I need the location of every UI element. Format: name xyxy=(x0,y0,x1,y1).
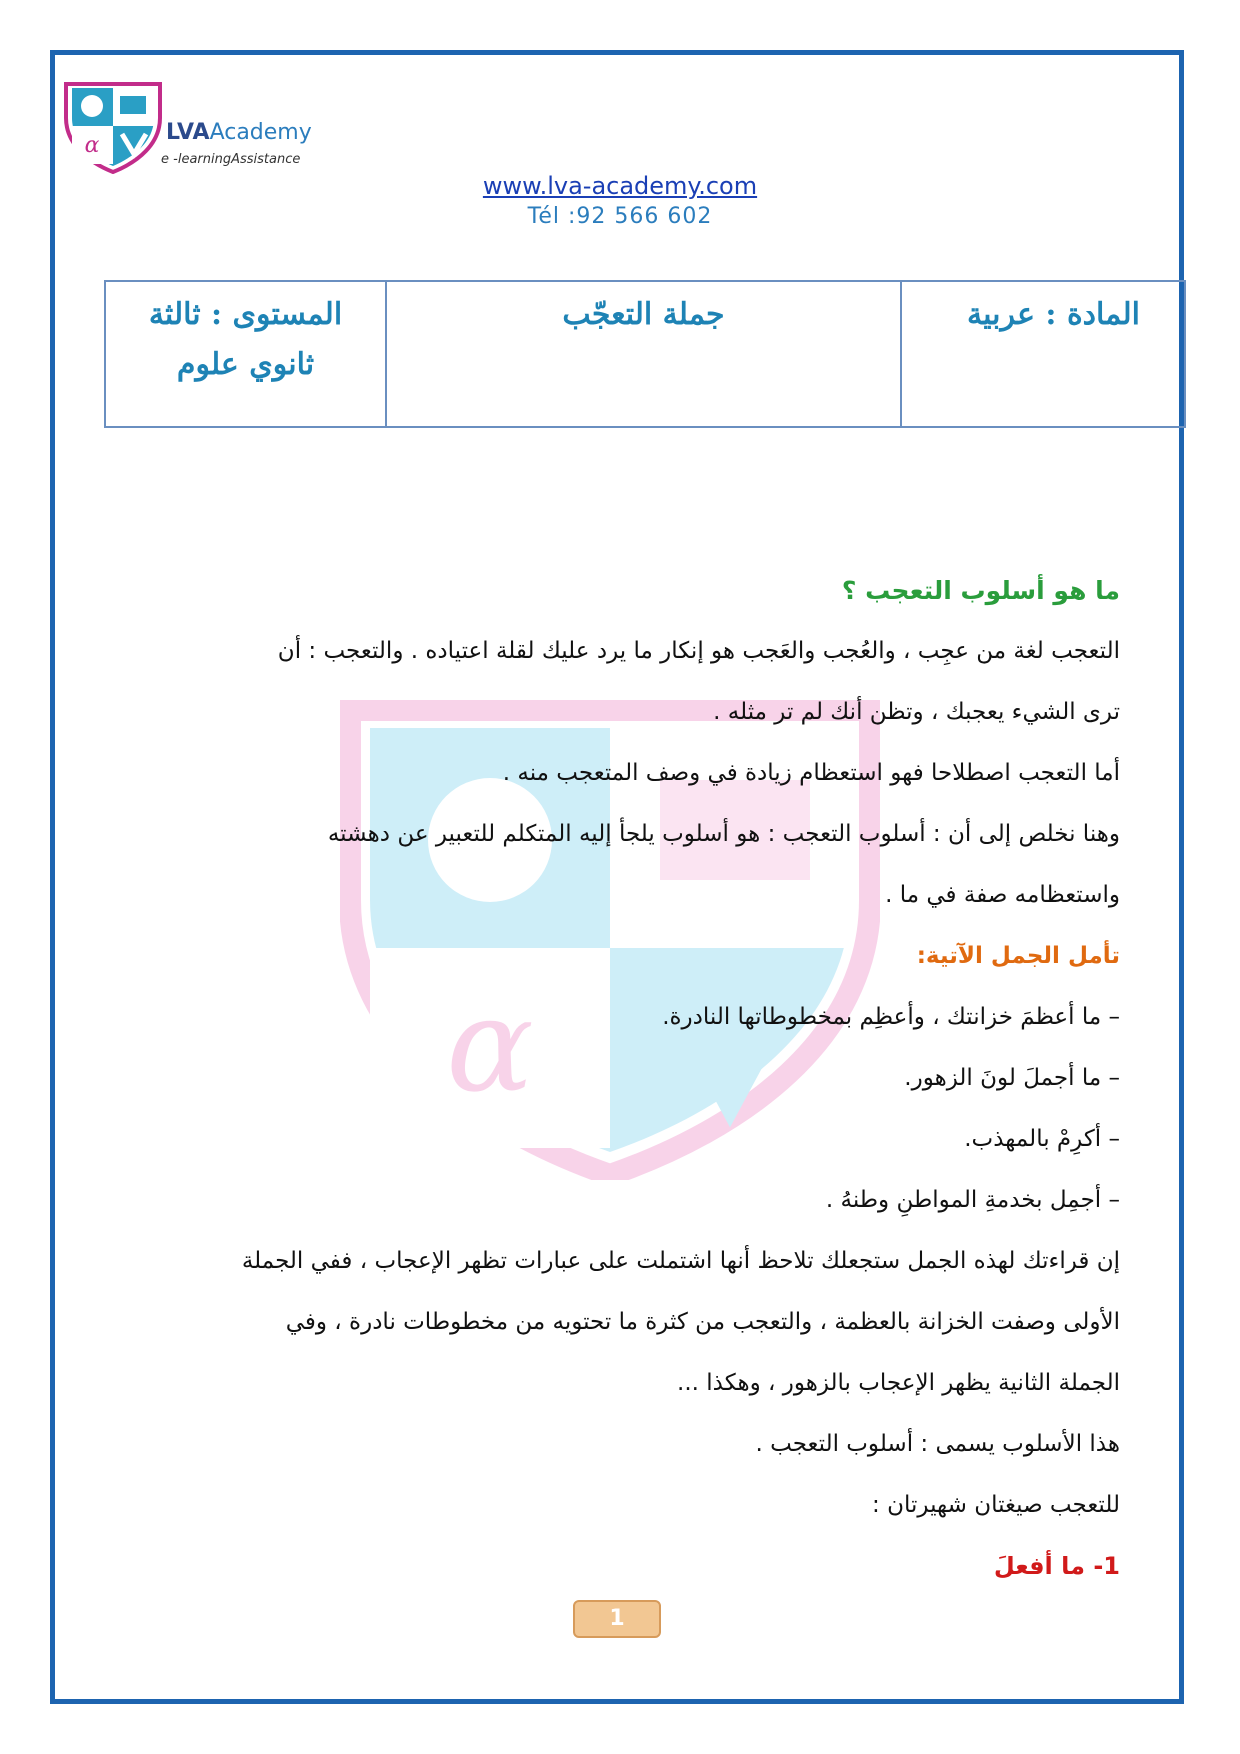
section-heading-question: ما هو أسلوب التعجب ؟ xyxy=(841,576,1120,605)
brand-name xyxy=(166,120,312,145)
paragraph-analysis-line3: الجملة الثانية يظهر الإعجاب بالزهور ، وهكذا ... xyxy=(677,1370,1120,1396)
example-item-4: – أجمِل بخدمةِ المواطنِ وطنهُ . xyxy=(825,1187,1120,1213)
formula-item-1: 1- ما أفعلَ xyxy=(993,1552,1120,1580)
paragraph-definition-line1: التعجب لغة من عجِب ، والعُجب والعَجب هو إنكار ما يرد عليك لقلة اعتياده . والتعجب : أن xyxy=(277,638,1120,664)
page-number-badge: 1 xyxy=(573,1600,661,1638)
paragraph-analysis-line1: إن قراءتك لهذه الجمل ستجعلك تلاحظ أنها اشتملت على عبارات تظهر الإعجاب ، ففي الجملة xyxy=(241,1248,1120,1274)
paragraph-style-name: هذا الأسلوب يسمى : أسلوب التعجب . xyxy=(755,1431,1120,1457)
level-cell xyxy=(106,282,387,426)
level-line1: المستوى : ثالثة xyxy=(148,297,343,332)
lesson-content xyxy=(150,560,1120,1597)
example-item-1: – ما أعظمَ خزانتك ، وأعظِم بمخطوطاتها النادرة. xyxy=(662,1004,1120,1030)
lesson-title: جملة التعجّب xyxy=(562,297,725,332)
subject-label: المادة : عربية xyxy=(967,297,1140,332)
example-item-2: – ما أجملَ لونَ الزهور. xyxy=(904,1065,1120,1091)
brand-lva: LVA xyxy=(166,120,210,145)
tagline-text: -learningAssistance xyxy=(173,152,301,167)
examples-heading: تأمل الجمل الآتية: xyxy=(916,943,1120,969)
svg-text:α: α xyxy=(84,133,100,158)
tagline-e: e xyxy=(161,152,169,167)
paragraph-conclusion-line2: واستعظامه صفة في ما . xyxy=(885,882,1120,908)
paragraph-analysis-line2: الأولى وصفت الخزانة بالعظمة ، والتعجب من كثرة ما تحتويه من مخطوطات نادرة ، وفي xyxy=(285,1309,1120,1335)
paragraph-conclusion-line1: وهنا نخلص إلى أن : أسلوب التعجب : هو أسلوب يلجأ إليه المتكلم للتعبير عن دهشته xyxy=(327,821,1120,847)
level-line2: ثانوي علوم xyxy=(176,347,315,382)
website-link[interactable]: www.lva-academy.com xyxy=(482,172,758,200)
paragraph-term-definition: أما التعجب اصطلاحا فهو استعظام زيادة في وصف المتعجب منه . xyxy=(502,760,1120,786)
lesson-title-cell xyxy=(387,282,902,426)
paragraph-definition-line2: ترى الشيء يعجبك ، وتظن أنك لم تر مثله . xyxy=(713,699,1120,725)
brand-academy: Academy xyxy=(209,120,312,145)
phone-number: Tél :92 566 602 xyxy=(527,204,713,229)
svg-text:α: α xyxy=(446,969,534,1121)
subject-cell xyxy=(902,282,1184,426)
paragraph-forms-intro: للتعجب صيغتان شهيرتان : xyxy=(872,1492,1120,1518)
academy-logo xyxy=(58,78,168,174)
example-item-3: – أكرِمْ بالمهذب. xyxy=(964,1126,1120,1152)
header-table xyxy=(104,280,1186,428)
brand-tagline xyxy=(161,152,300,167)
